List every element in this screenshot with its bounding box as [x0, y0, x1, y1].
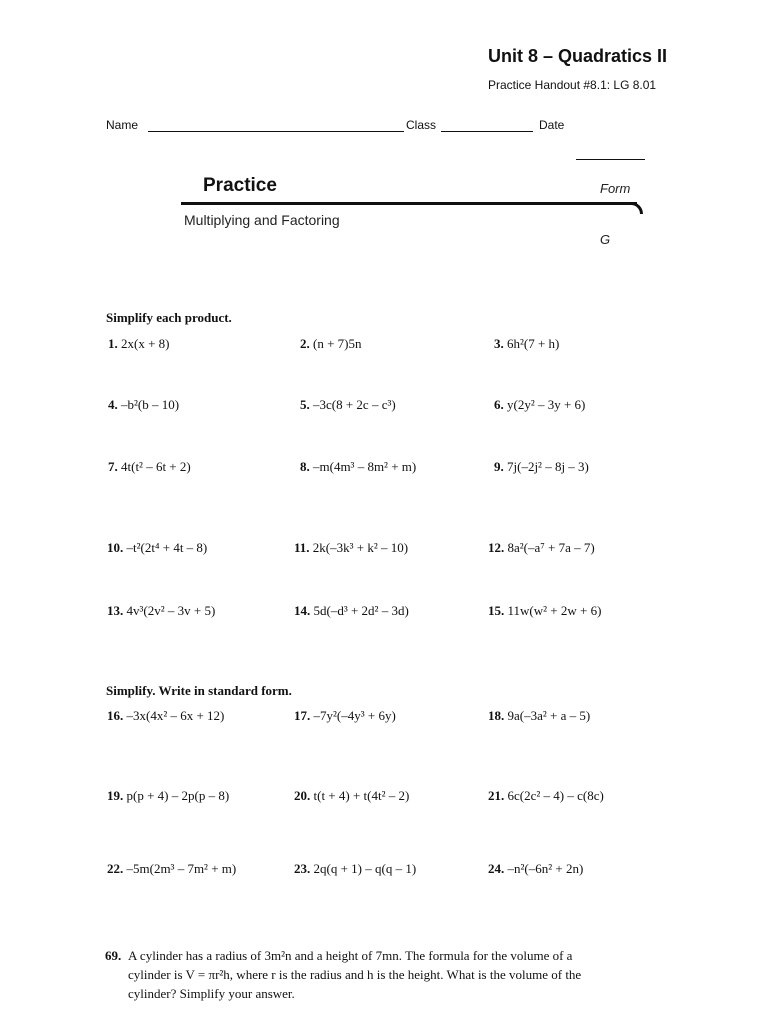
problem-expression: 2x(x + 8): [121, 336, 170, 351]
form-label: Form: [600, 181, 631, 196]
problem-number: 21.: [488, 788, 508, 803]
problem-23: [294, 861, 416, 877]
problem-number: 2.: [300, 336, 313, 351]
problem-number: 17.: [294, 708, 314, 723]
problem-expression: 2q(q + 1) – q(q – 1): [313, 861, 417, 876]
date-line[interactable]: [576, 159, 645, 160]
problem-2: [300, 336, 362, 352]
problem-number: 3.: [494, 336, 507, 351]
problem-number: 6.: [494, 397, 507, 412]
problem-15: [488, 603, 601, 619]
problem-expression: 6h²(7 + h): [507, 336, 560, 351]
banner-rule: [181, 202, 637, 205]
banner-rule-curl: [631, 202, 643, 214]
section2-instruction: Simplify. Write in standard form.: [106, 683, 292, 698]
problem-3: [494, 336, 559, 352]
problem-expression: 7j(–2j² – 8j – 3): [507, 459, 589, 474]
section1-instruction: Simplify each product.: [106, 310, 232, 325]
problem-expression: –3c(8 + 2c – c³): [313, 397, 396, 412]
problem-22: [107, 861, 236, 877]
problem-21: [488, 788, 604, 804]
problem-number: 24.: [488, 861, 508, 876]
problem-17: [294, 708, 396, 724]
practice-subtitle: Multiplying and Factoring: [184, 212, 340, 228]
problem-expression: 9a(–3a² + a – 5): [507, 708, 591, 723]
problem-expression: (n + 7)5n: [313, 336, 362, 351]
problem-expression: –5m(2m³ – 7m² + m): [126, 861, 237, 876]
problem-7: [108, 459, 191, 475]
problem-16: [107, 708, 224, 724]
name-line[interactable]: [148, 131, 404, 132]
problem-number: 5.: [300, 397, 313, 412]
problem-number: 20.: [294, 788, 314, 803]
problem-expression: 11w(w² + 2w + 6): [507, 603, 602, 618]
problem-9: [494, 459, 589, 475]
problem-expression: –n²(–6n² + 2n): [507, 861, 584, 876]
problem-12: [488, 540, 595, 556]
problem-5: [300, 397, 396, 413]
handout-label: Practice Handout #8.1: LG 8.01: [488, 78, 657, 92]
problem-6: [494, 397, 585, 413]
problem-number: 4.: [108, 397, 121, 412]
problem-number: 16.: [107, 708, 127, 723]
word-problem-line-3: cylinder? Simplify your answer.: [128, 986, 295, 1001]
problem-number: 22.: [107, 861, 127, 876]
word-problem-line-1: A cylinder has a radius of 3m²n and a height of 7mn. The formula for the volume of a: [128, 948, 573, 963]
problem-1: [108, 336, 170, 352]
problem-expression: y(2y² – 3y + 6): [507, 397, 586, 412]
problem-number: 12.: [488, 540, 508, 555]
problem-expression: 2k(–3k³ + k² – 10): [312, 540, 409, 555]
problem-number: 15.: [488, 603, 508, 618]
problem-10: [107, 540, 207, 556]
practice-title: Practice: [203, 175, 277, 196]
problem-expression: –7y²(–4y³ + 6y): [313, 708, 396, 723]
word-problem-line-2: cylinder is V = πr²h, where r is the radius and h is the height. What is the volume of the: [128, 967, 582, 982]
class-label: Class: [406, 118, 437, 132]
problem-expression: –3x(4x² – 6x + 12): [126, 708, 225, 723]
problem-number: 13.: [107, 603, 127, 618]
problem-expression: 4t(t² – 6t + 2): [121, 459, 191, 474]
problem-expression: 6c(2c² – 4) – c(8c): [507, 788, 604, 803]
problem-number: 10.: [107, 540, 127, 555]
problem-11: [294, 540, 408, 556]
unit-title: Unit 8 – Quadratics II: [488, 46, 668, 66]
problem-expression: 5d(–d³ + 2d² – 3d): [313, 603, 409, 618]
problem-number: 23.: [294, 861, 314, 876]
problem-number: 11.: [294, 540, 313, 555]
problem-expression: 8a²(–a⁷ + 7a – 7): [507, 540, 595, 555]
problem-18: [488, 708, 590, 724]
problem-19: [107, 788, 229, 804]
class-line[interactable]: [441, 131, 533, 132]
problem-expression: t(t + 4) + t(4t² – 2): [313, 788, 410, 803]
problem-14: [294, 603, 409, 619]
problem-24: [488, 861, 583, 877]
problem-expression: –m(4m³ – 8m² + m): [313, 459, 417, 474]
problem-number: 19.: [107, 788, 127, 803]
problem-expression: –b²(b – 10): [121, 397, 180, 412]
problem-13: [107, 603, 215, 619]
problem-8: [300, 459, 416, 475]
problem-4: [108, 397, 179, 413]
problem-expression: –t²(2t⁴ + 4t – 8): [126, 540, 208, 555]
problem-number: 7.: [108, 459, 121, 474]
name-label: Name: [106, 118, 139, 132]
problem-number: 1.: [108, 336, 121, 351]
date-label: Date: [539, 118, 565, 132]
problem-20: [294, 788, 409, 804]
form-letter: G: [600, 232, 611, 247]
problem-expression: p(p + 4) – 2p(p – 8): [126, 788, 230, 803]
problem-number: 18.: [488, 708, 508, 723]
problem-expression: 4v³(2v² – 3v + 5): [126, 603, 216, 618]
problem-number: 8.: [300, 459, 313, 474]
problem-number: 9.: [494, 459, 507, 474]
problem-number: 14.: [294, 603, 314, 618]
word-problem-number: 69.: [105, 948, 122, 963]
